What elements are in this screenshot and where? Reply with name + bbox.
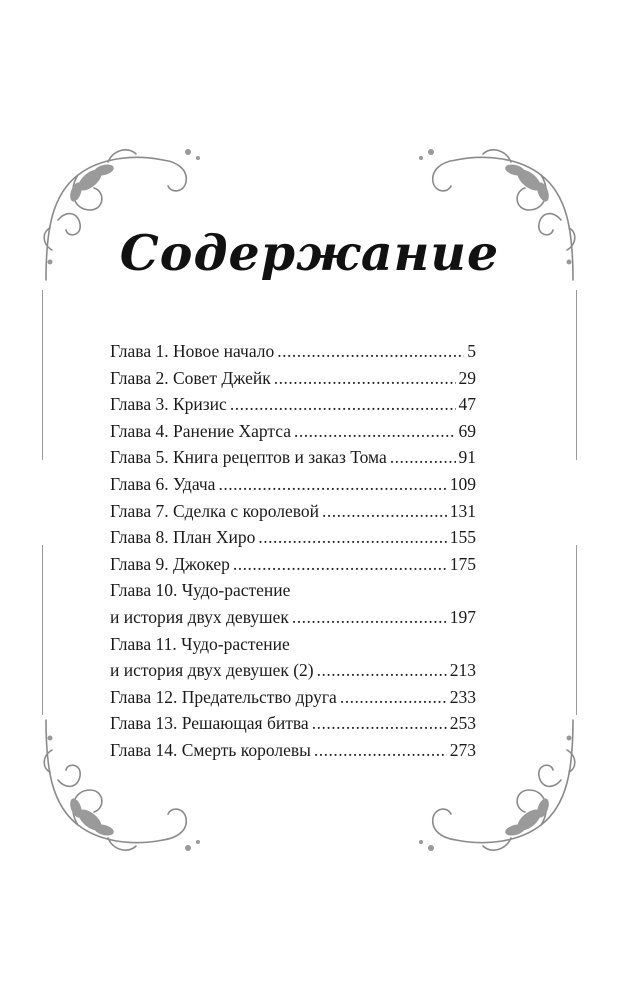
frame-line-right-upper (576, 290, 577, 460)
toc-entry-title: Глава 4. Ранение Хартса (110, 420, 292, 441)
toc-entry-page: 197 (449, 606, 476, 627)
toc-leader-dots (314, 737, 447, 764)
toc-leader-dots (317, 657, 447, 684)
toc-entry-title: Глава 2. Совет Джейк (110, 367, 271, 388)
toc-entry[interactable] (110, 471, 476, 498)
toc-entry-title: и история двух девушек (2) (110, 660, 314, 681)
toc-entry-page: 29 (458, 367, 476, 388)
table-of-contents (110, 338, 476, 764)
toc-entry-page: 155 (449, 527, 476, 548)
toc-entry-page: 233 (449, 686, 476, 707)
toc-leader-dots (294, 418, 455, 445)
toc-entry[interactable] (110, 391, 476, 418)
toc-entry-title: и история двух девушек (110, 606, 289, 627)
toc-entry-title: Глава 6. Удача (110, 473, 216, 494)
toc-entry[interactable] (110, 657, 476, 684)
frame-line-right-lower (576, 545, 577, 715)
toc-leader-dots (233, 551, 447, 578)
toc-line: Глава 11. Чудо-растение (110, 633, 290, 654)
toc-entry[interactable] (110, 444, 476, 471)
toc-entry-page: 213 (449, 660, 476, 681)
toc-entry[interactable] (110, 551, 476, 578)
toc-entry[interactable] (110, 684, 476, 711)
toc-leader-dots (390, 444, 456, 471)
toc-entry-title: Глава 8. План Хиро (110, 527, 256, 548)
toc-entry[interactable] (110, 365, 476, 392)
toc-entry-page: 175 (449, 553, 476, 574)
toc-entry[interactable] (110, 524, 476, 551)
toc-line: Глава 10. Чудо-растение (110, 580, 291, 601)
toc-leader-dots (277, 338, 464, 365)
toc-leader-dots (230, 391, 456, 418)
frame-line-left-lower (42, 545, 43, 715)
toc-entry[interactable] (110, 737, 476, 764)
toc-entry[interactable] (110, 418, 476, 445)
toc-entry-page: 69 (458, 420, 476, 441)
toc-entry[interactable] (110, 604, 476, 631)
toc-leader-dots (274, 365, 456, 392)
page-title: Содержание (119, 224, 500, 282)
toc-entry-page: 5 (467, 341, 476, 361)
toc-entry[interactable] (110, 498, 476, 525)
toc-entry-title: Глава 14. Смерть королевы (110, 739, 311, 760)
toc-entry-page: 253 (449, 713, 476, 734)
toc-entry-title: Глава 3. Кризис (110, 394, 227, 415)
toc-entry[interactable] (110, 338, 476, 365)
toc-leader-dots (312, 710, 447, 737)
toc-leader-dots (218, 471, 446, 498)
toc-entry-title: Глава 12. Предательство друга (110, 686, 337, 707)
frame-line-left-upper (42, 290, 43, 460)
toc-entry-title: Глава 7. Сделка с королевой (110, 500, 319, 521)
toc-entry-title: Глава 13. Решающая битва (110, 713, 309, 734)
toc-entry-title: Глава 1. Новое начало (110, 341, 275, 361)
toc-entry-page: 109 (449, 473, 476, 494)
toc-leader-dots (258, 524, 446, 551)
toc-leader-dots (292, 604, 447, 631)
toc-entry-title: Глава 5. Книга рецептов и заказ Тома (110, 447, 387, 468)
toc-entry[interactable] (110, 710, 476, 737)
toc-leader-dots (322, 498, 447, 525)
toc-entry-title: Глава 9. Джокер (110, 553, 230, 574)
toc-entry-page: 91 (458, 447, 476, 468)
toc-entry-page: 47 (458, 394, 476, 415)
toc-entry-page: 131 (449, 500, 476, 521)
toc-leader-dots (340, 684, 447, 711)
toc-entry-page: 273 (449, 739, 476, 760)
